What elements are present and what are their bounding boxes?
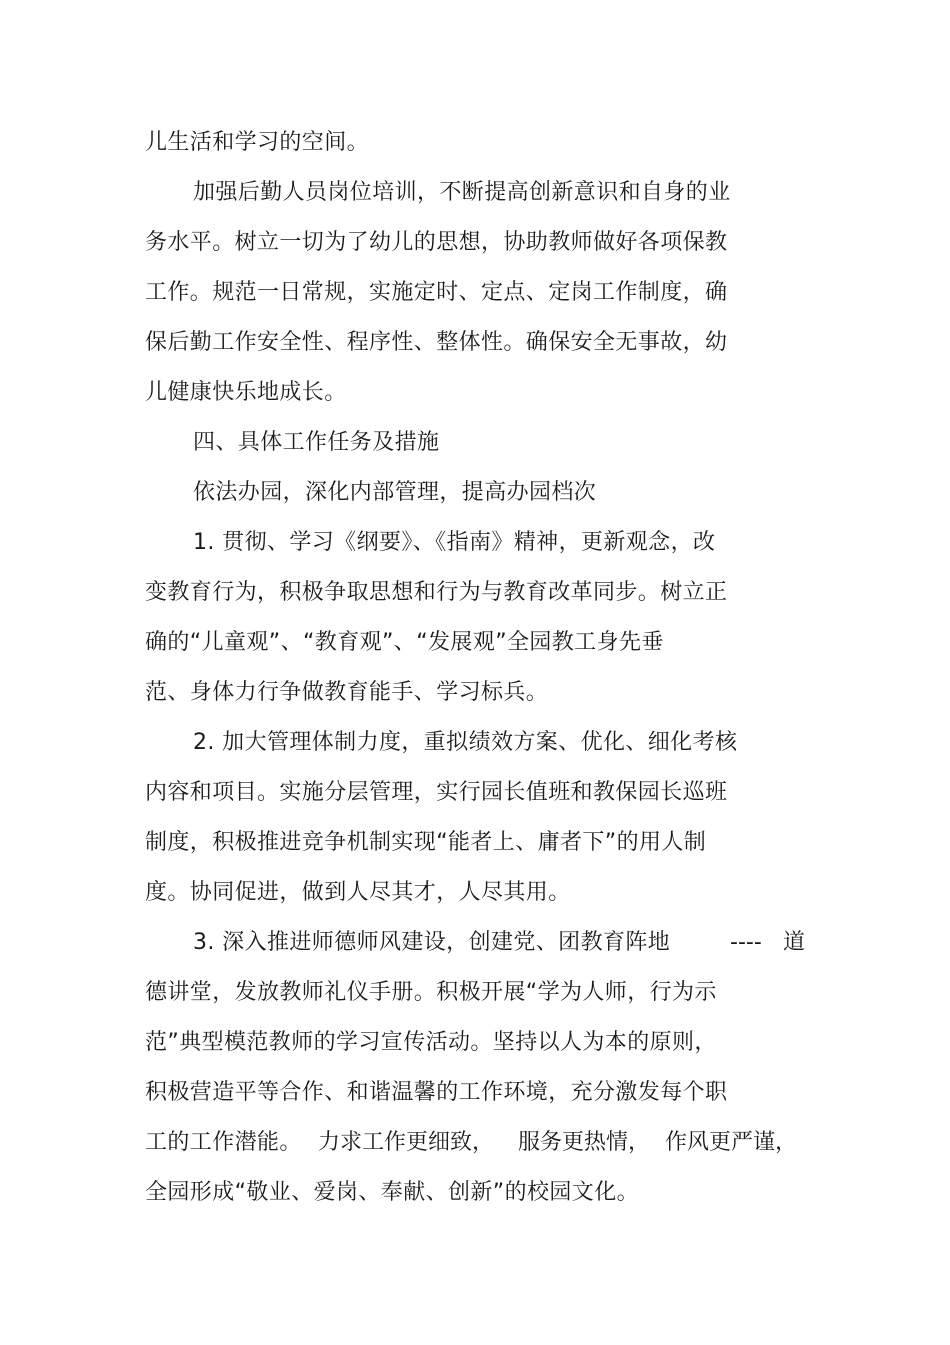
text-line: 儿生活和学习的空间。 — [145, 130, 370, 155]
text-line: 制度，积极推进竞争机制实现“能者上、庸者下”的用人制 — [145, 830, 707, 855]
subsection-heading: 依法办园，深化内部管理，提高办园档次 — [193, 480, 597, 505]
text-line: 1. 贯彻、学习《纲要》、《指南》精神，更新观念，改 — [193, 530, 716, 555]
text-fragment: 服务更热情， — [518, 1130, 651, 1155]
text-line: 务水平。树立一切为了幼儿的思想，协助教师做好各项保教 — [145, 230, 728, 255]
text-line: 3. 深入推进师德师风建设，创建党、团教育阵地 — [193, 930, 671, 955]
text-line: 德讲堂，发放教师礼仪手册。积极开展“学为人师，行为示 — [145, 980, 717, 1005]
text-fragment: ---- — [730, 930, 762, 955]
text-line: 内容和项目。实施分层管理，实行园长值班和教保园长巡班 — [145, 780, 728, 805]
text-line: 加强后勤人员岗位培训，不断提高创新意识和自身的业 — [193, 180, 731, 205]
text-line: 确的“儿童观”、“教育观”、“发展观”全园教工身先垂 — [145, 630, 664, 655]
text-fragment: 力求工作更细致， — [318, 1130, 495, 1155]
text-line: 儿健康快乐地成长。 — [145, 380, 347, 405]
text-line: 变教育行为，积极争取思想和行为与教育改革同步。树立正 — [145, 580, 728, 605]
section-heading: 四、具体工作任务及措施 — [193, 430, 440, 455]
text-line: 范”典型模范教师的学习宣传活动。坚持以人为本的原则， — [145, 1030, 717, 1055]
text-fragment: 作风更严谨， — [665, 1130, 798, 1155]
text-line: 积极营造平等合作、和谐温馨的工作环境，充分激发每个职 — [145, 1080, 728, 1105]
text-fragment: 道 — [783, 930, 806, 955]
text-line: 2. 加大管理体制力度，重拟绩效方案、优化、细化考核 — [193, 730, 738, 755]
text-line: 范、身体力行争做教育能手、学习标兵。 — [145, 680, 549, 705]
text-line: 全园形成“敬业、爱岗、奉献、创新”的校园文化。 — [145, 1180, 639, 1205]
text-line: 保后勤工作安全性、程序性、整体性。确保安全无事故，幼 — [145, 330, 728, 355]
text-line: 度。协同促进，做到人尽其才，人尽其用。 — [145, 880, 571, 905]
text-line: 工作。规范一日常规，实施定时、定点、定岗工作制度，确 — [145, 280, 728, 305]
text-line: 工的工作潜能。 — [145, 1130, 302, 1155]
